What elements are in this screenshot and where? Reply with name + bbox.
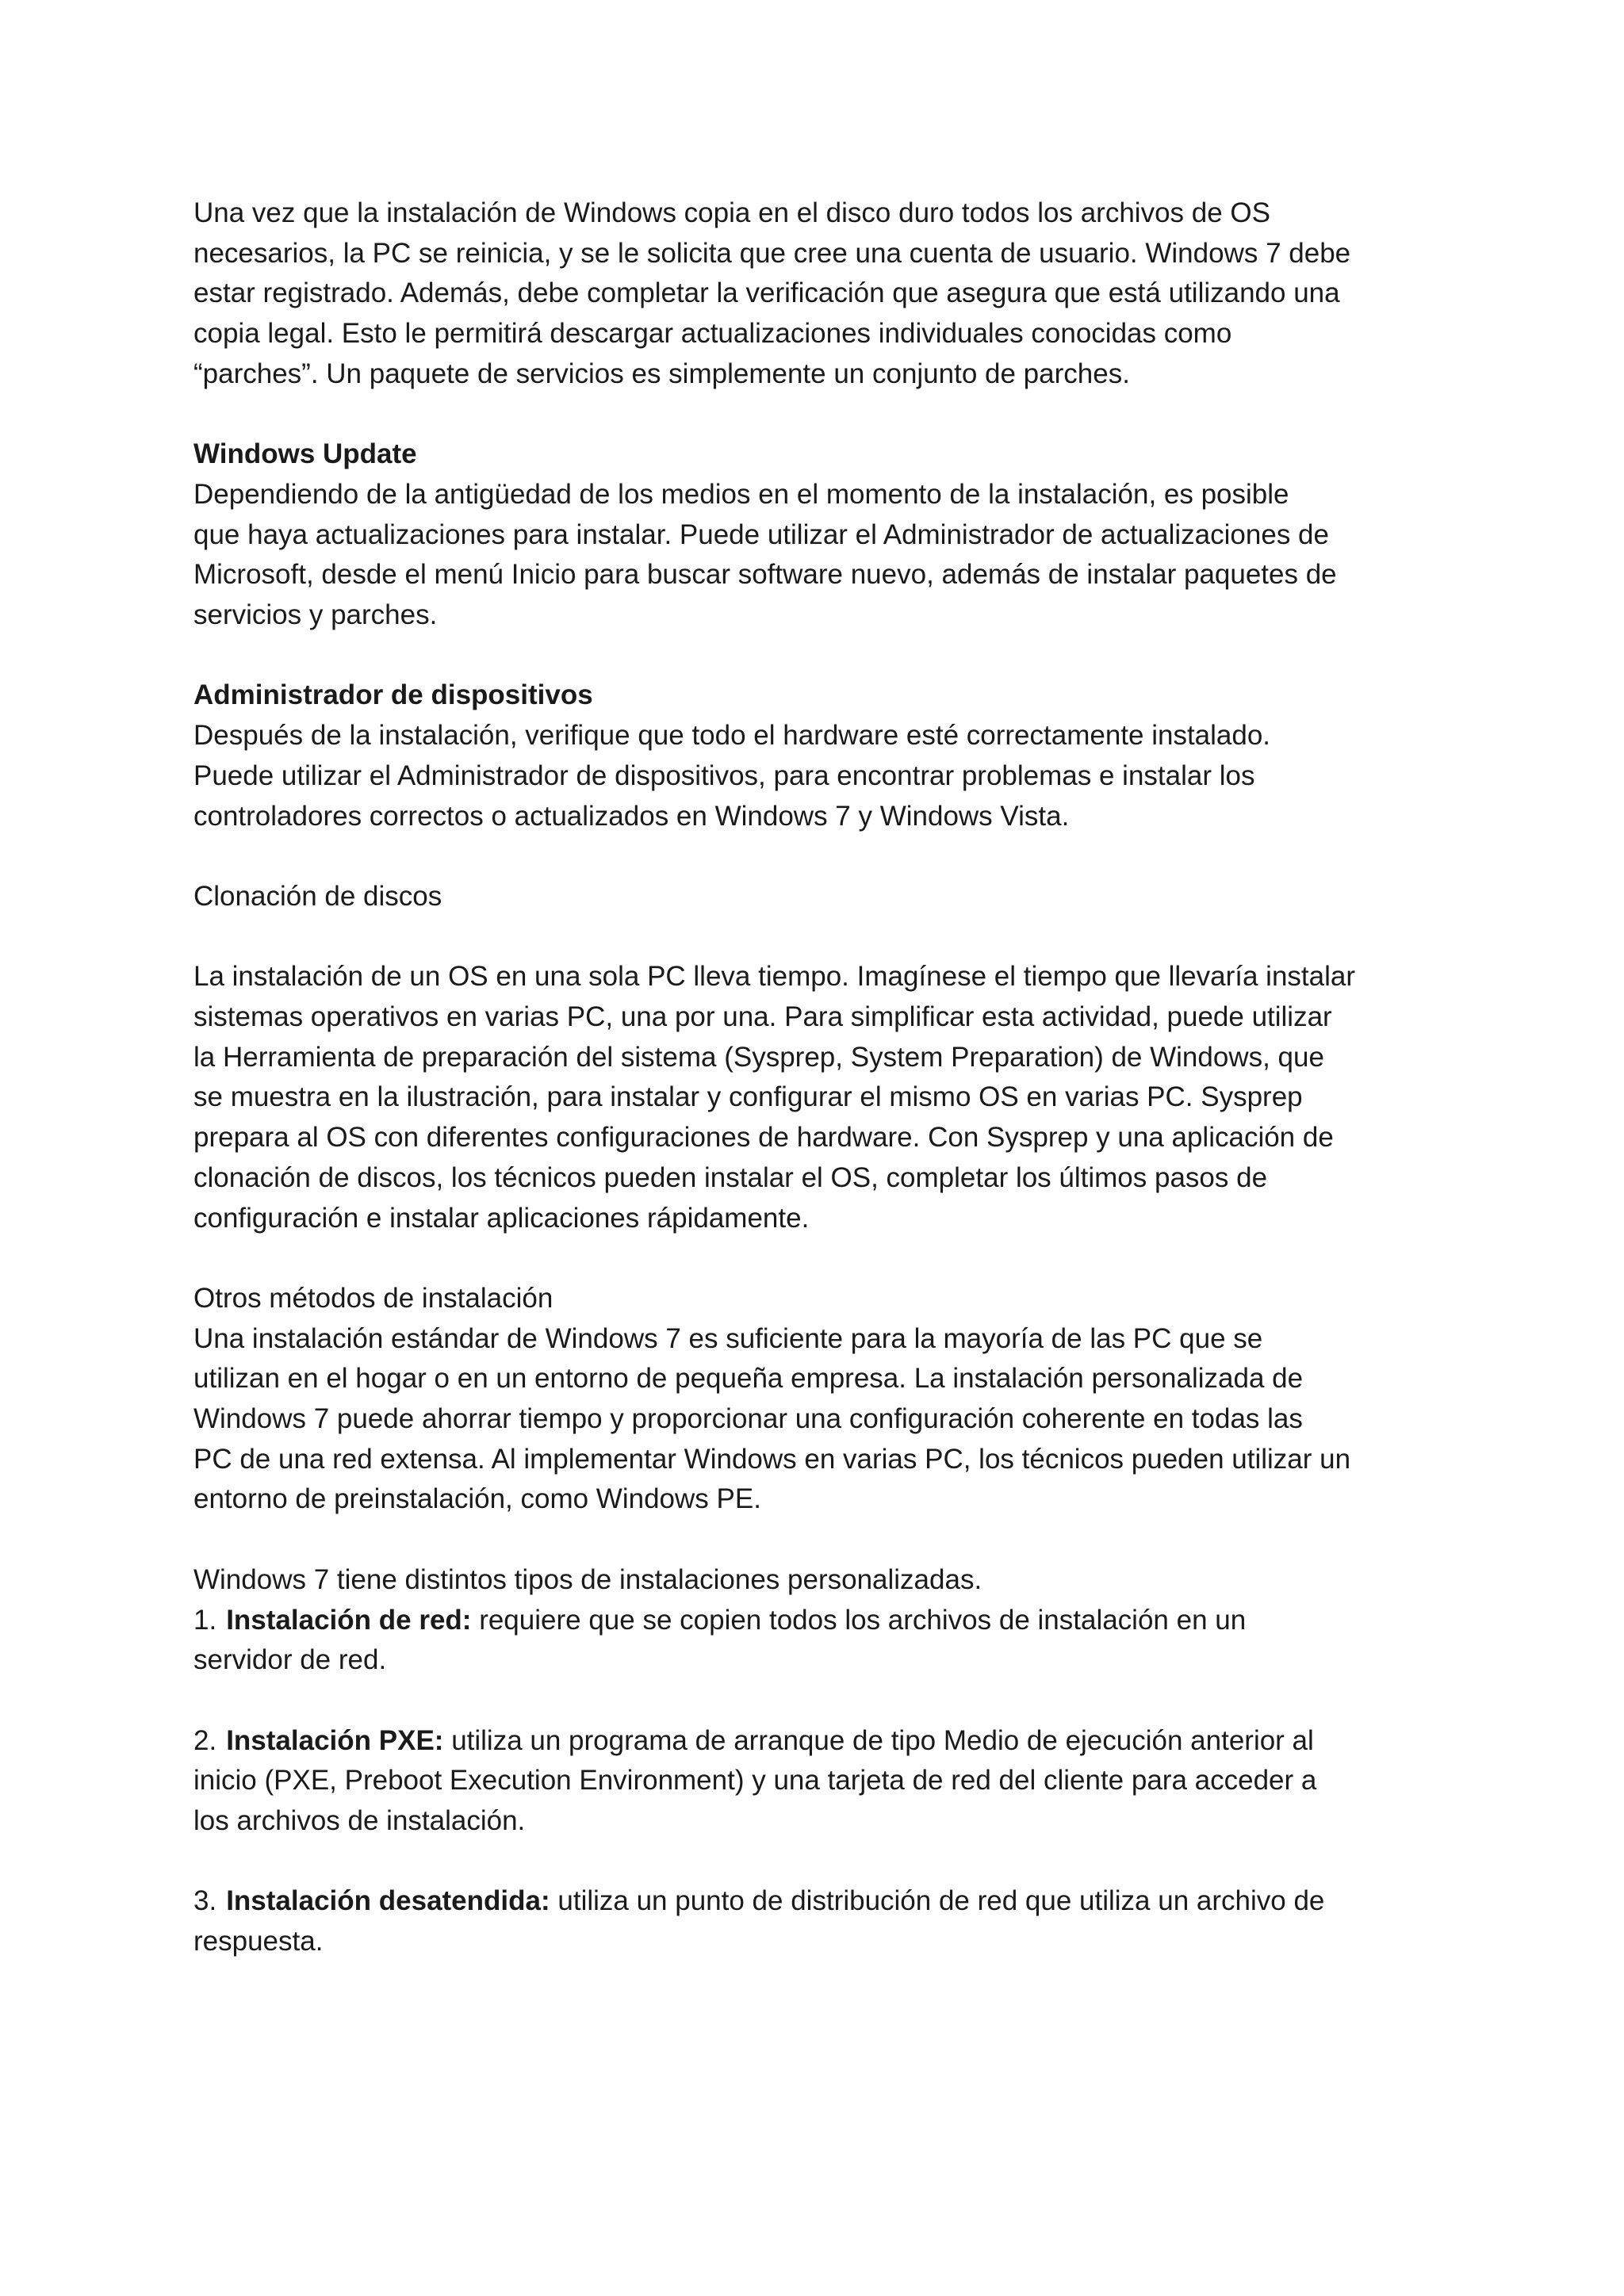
text-line: entorno de preinstalación, como Windows PE. (193, 1483, 761, 1515)
other-methods-section (193, 1279, 1462, 1520)
text-line: copia legal. Esto le permitirá descargar actualizaciones individuales conocidas como (193, 318, 1232, 350)
text-line: inicio (PXE, Preboot Execution Environment) y una tarjeta de red del cliente para acceder a (193, 1765, 1317, 1797)
windows-update-section (193, 434, 1462, 636)
text-line: prepara al OS con diferentes configuraciones de hardware. Con Sysprep y una aplicación de (193, 1122, 1334, 1154)
custom-types-section (193, 1560, 1462, 1962)
text-line: “parches”. Un paquete de servicios es simplemente un conjunto de parches. (193, 358, 1130, 389)
paragraph-gap (193, 1681, 1462, 1721)
list-item-term: Instalación PXE: (226, 1724, 444, 1756)
section-heading: Clonación de discos (193, 880, 442, 912)
text-line: los archivos de instalación. (193, 1805, 526, 1837)
list-item-number: 3. (193, 1885, 217, 1917)
list-item-term: Instalación de red: (226, 1604, 472, 1636)
text-line: Microsoft, desde el menú Inicio para buscar software nuevo, además de instalar paquetes de (193, 559, 1337, 591)
list-item-text: requiere que se copien todos los archivos de instalación en un (479, 1604, 1247, 1636)
list-item-number: 2. (193, 1724, 217, 1756)
text-line: la Herramienta de preparación del sistema (Sysprep, System Preparation) de Windows, que (193, 1041, 1324, 1073)
paragraph-gap (193, 917, 1462, 958)
paragraph-gap (193, 395, 1462, 435)
paragraph-gap (193, 636, 1462, 676)
list-item-network-install (193, 1601, 1462, 1681)
device-manager-section (193, 675, 1462, 836)
text-line: servicios y parches. (193, 599, 438, 631)
text-line: Una vez que la instalación de Windows copia en el disco duro todos los archivos de OS (193, 197, 1270, 228)
list-item-unattended-install (193, 1881, 1462, 1961)
list-item-text: utiliza un programa de arranque de tipo Medio de ejecución anterior al (451, 1724, 1314, 1756)
text-line: utilizan en el hogar o en un entorno de pequeña empresa. La instalación personalizada de (193, 1363, 1304, 1395)
text-line: Puede utilizar el Administrador de dispositivos, para encontrar problemas e instalar los (193, 760, 1255, 791)
text-line: respuesta. (193, 1926, 324, 1957)
intro-paragraph (193, 193, 1462, 395)
text-line: Una instalación estándar de Windows 7 es suficiente para la mayoría de las PC que se (193, 1322, 1263, 1354)
text-line: Dependiendo de la antigüedad de los medios en el momento de la instalación, es posible (193, 478, 1289, 510)
list-item-first-line (193, 1601, 1462, 1641)
text-line: controladores correctos o actualizados en Windows 7 y Windows Vista. (193, 800, 1070, 832)
text-line: La instalación de un OS en una sola PC lleva tiempo. Imagínese el tiempo que llevaría instalar (193, 961, 1356, 993)
list-item-text: utiliza un punto de distribución de red que utiliza un archivo de (557, 1885, 1325, 1917)
text-line: se muestra en la ilustración, para instalar y configurar el mismo OS en varias PC. Sysprep (193, 1081, 1303, 1113)
text-line: Después de la instalación, verifique que todo el hardware esté correctamente instalado. (193, 720, 1271, 752)
section-heading: Windows Update (193, 438, 417, 470)
document-page (193, 193, 1462, 1962)
text-line: clonación de discos, los técnicos pueden instalar el OS, completar los últimos pasos de (193, 1161, 1268, 1193)
text-line: Windows 7 puede ahorrar tiempo y proporcionar una configuración coherente en todas las (193, 1403, 1303, 1435)
text-line: necesarios, la PC se reinicia, y se le solicita que cree una cuenta de usuario. Windows 7 debe (193, 237, 1351, 269)
paragraph-gap (193, 1520, 1462, 1560)
list-item-term: Instalación desatendida: (226, 1885, 550, 1917)
list-item-pxe-install (193, 1721, 1462, 1842)
list-intro: Windows 7 tiene distintos tipos de instalaciones personalizadas. (193, 1563, 982, 1595)
text-line: servidor de red. (193, 1644, 387, 1676)
text-line: sistemas operativos en varias PC, una por una. Para simplificar esta actividad, puede utilizar (193, 1001, 1332, 1032)
list-item-first-line (193, 1881, 1462, 1922)
paragraph-gap (193, 836, 1462, 877)
text-line: configuración e instalar aplicaciones rápidamente. (193, 1202, 810, 1234)
list-item-number: 1. (193, 1604, 217, 1636)
list-item-first-line (193, 1721, 1462, 1762)
disk-cloning-section (193, 877, 1462, 1238)
text-line: estar registrado. Además, debe completar la verificación que asegura que está utilizando una (193, 277, 1340, 309)
paragraph-gap (193, 1842, 1462, 1882)
paragraph-gap (193, 1238, 1462, 1279)
section-heading: Otros métodos de instalación (193, 1282, 553, 1314)
text-line: PC de una red extensa. Al implementar Windows en varias PC, los técnicos pueden utilizar un (193, 1443, 1351, 1475)
section-heading: Administrador de dispositivos (193, 679, 593, 711)
text-line: que haya actualizaciones para instalar. Puede utilizar el Administrador de actualizaciones de (193, 519, 1329, 550)
